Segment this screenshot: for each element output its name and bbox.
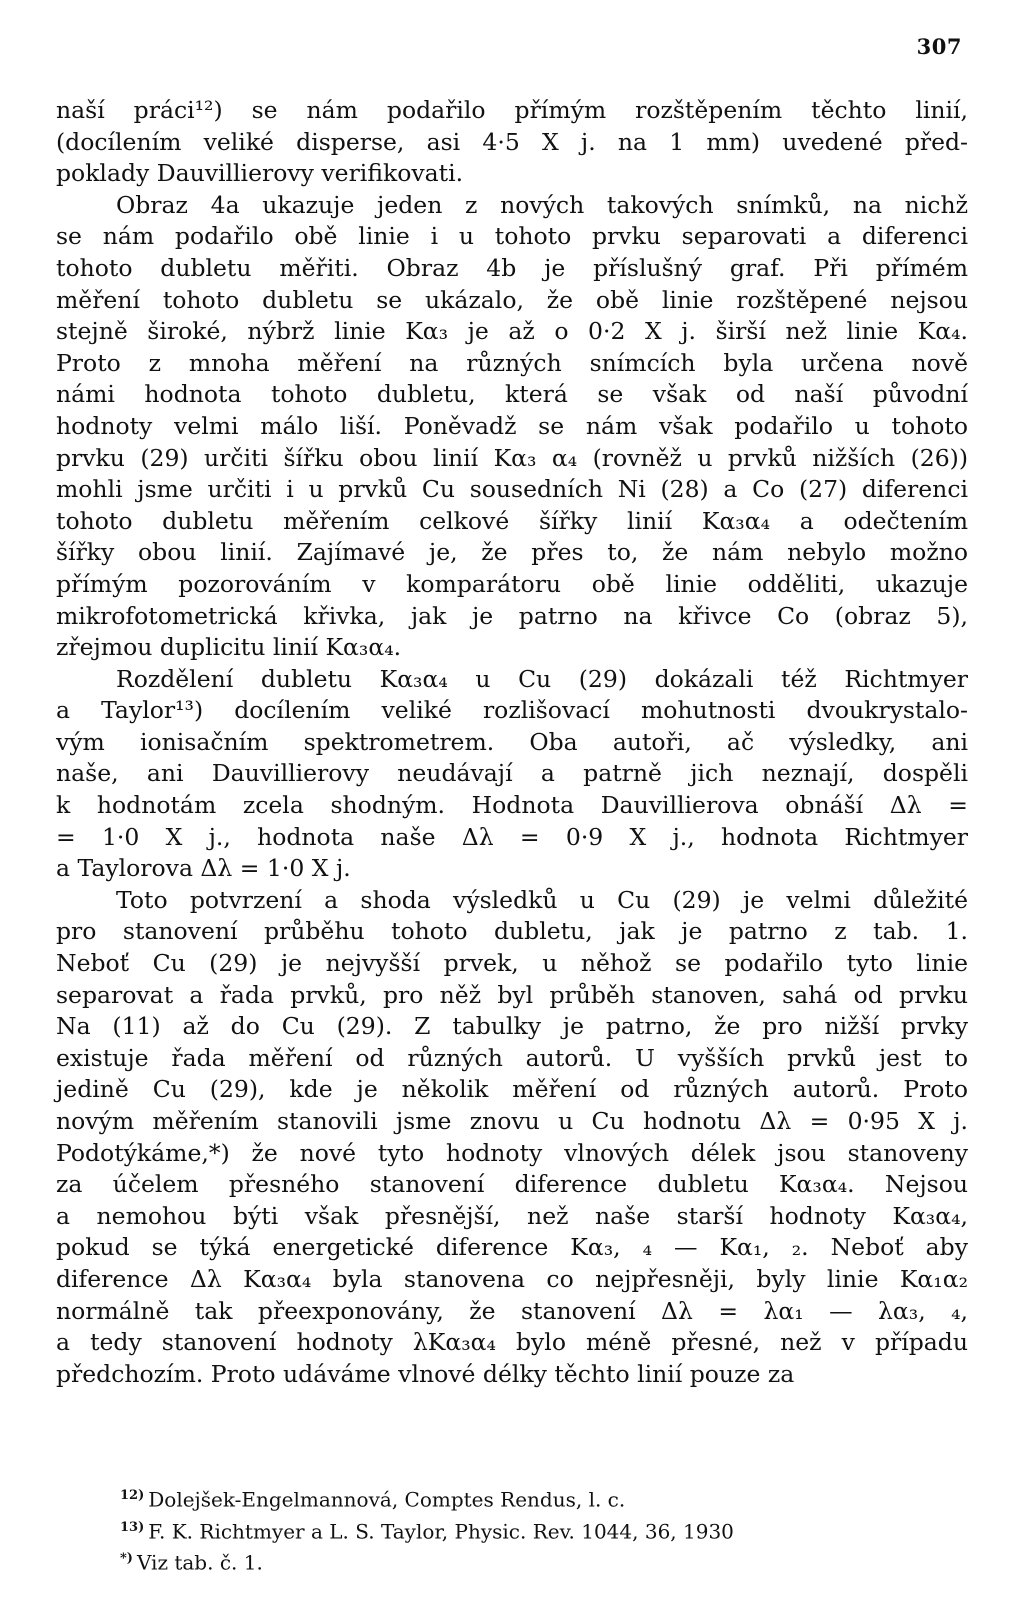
text-line: naše, ani Dauvillierovy neudávají a patrně jich neznají, dospěli	[56, 759, 968, 788]
footnote	[120, 1514, 980, 1546]
footnote-mark: 13)	[120, 1519, 145, 1535]
text-line: existuje řada měření od různých autorů. U vyšších prvků jest to	[56, 1043, 968, 1072]
text-line: jedině Cu (29), kde je několik měření od různých autorů. Proto	[56, 1075, 968, 1104]
text-line: Podotýkáme,*) že nové tyto hodnoty vlnových délek jsou stanoveny	[56, 1138, 968, 1167]
text-line: zřejmou duplicitu linií Kα₃α₄.	[56, 633, 402, 662]
text-line: = 1·0 X j., hodnota naše Δλ = 0·9 X j., hodnota Richtmyer	[56, 822, 968, 851]
text-line: diference Δλ Kα₃α₄ byla stanovena co nejpřesněji, byly linie Kα₁α₂	[56, 1264, 968, 1293]
footnotes	[120, 1482, 980, 1577]
paragraph	[56, 885, 968, 1391]
footnote-mark: 12)	[120, 1488, 145, 1503]
text-line: Toto potvrzení a shoda výsledků u Cu (29) je velmi důležité	[116, 885, 968, 914]
text-line: předchozím. Proto udáváme vlnové délky těchto linií pouze za	[56, 1359, 795, 1388]
footnote-text: Viz tab. č. 1.	[136, 1550, 263, 1575]
text-line: Na (11) až do Cu (29). Z tabulky je patrno, že pro nižší prvky	[56, 1012, 968, 1041]
footnote	[120, 1482, 980, 1514]
footnote-text: F. K. Richtmyer a L. S. Taylor, Physic. Rev. 1044, 36, 1930	[148, 1519, 734, 1544]
footnote-text: Dolejšek-Engelmannová, Comptes Rendus, l. c.	[148, 1487, 626, 1512]
text-line: stejně široké, nýbrž linie Kα₃ je až o 0·2 X j. širší než linie Kα₄.	[56, 317, 968, 346]
text-line: novým měřením stanovili jsme znovu u Cu hodnotu Δλ = 0·95 X j.	[56, 1107, 968, 1135]
page-number: 307	[916, 34, 962, 59]
text-line: k hodnotám zcela shodným. Hodnota Dauvillierova obnáší Δλ =	[56, 791, 968, 820]
text-line: se nám podařilo obě linie i u tohoto prvku separovati a diferenci	[56, 222, 968, 251]
text-line: poklady Dauvillierovy verifikovati.	[56, 159, 464, 188]
body-text	[56, 95, 968, 1390]
text-line: přímým pozorováním v komparátoru obě linie odděliti, ukazuje	[56, 569, 968, 598]
text-line: tohoto dubletu měřením celkové šířky linií Kα₃α₄ a odečtením	[56, 506, 968, 535]
text-line: za účelem přesného stanovení diference dubletu Kα₃α₄. Nejsou	[56, 1170, 968, 1199]
text-line: pokud se týká energetické diference Kα₃, ₄ — Kα₁, ₂. Neboť aby	[56, 1233, 968, 1262]
paragraph	[56, 95, 968, 190]
text-line: vým ionisačním spektrometrem. Oba autoři, ač výsledky, ani	[56, 727, 968, 756]
text-line: Neboť Cu (29) je nejvyšší prvek, u něhož se podařilo tyto linie	[56, 949, 968, 978]
text-line: separovat a řada prvků, pro něž byl průběh stanoven, sahá od prvku	[56, 980, 968, 1009]
text-line: (docílením veliké disperse, asi 4·5 X j. na 1 mm) uvedené před-	[56, 127, 968, 156]
footnote	[120, 1545, 980, 1577]
text-line: mohli jsme určiti i u prvků Cu sousedních Ni (28) a Co (27) diferenci	[56, 475, 968, 504]
text-line: mikrofotometrická křivka, jak je patrno na křivce Co (obraz 5),	[56, 601, 968, 630]
text-line: měření tohoto dubletu se ukázalo, že obě linie rozštěpené nejsou	[56, 285, 968, 314]
text-line: a Taylorova Δλ = 1·0 X j.	[56, 854, 351, 883]
text-line: a Taylor¹³) docílením veliké rozlišovací mohutnosti dvoukrystalo-	[56, 696, 968, 725]
text-line: tohoto dubletu měřiti. Obraz 4b je příslušný graf. Při přímém	[56, 253, 968, 282]
text-line: hodnoty velmi málo liší. Poněvadž se nám však podařilo u tohoto	[56, 411, 968, 440]
text-line: námi hodnota tohoto dubletu, která se však od naší původní	[56, 380, 968, 409]
text-line: a tedy stanovení hodnoty λKα₃α₄ bylo méně přesné, než v případu	[56, 1328, 968, 1357]
text-line: pro stanovení průběhu tohoto dubletu, jak je patrno z tab. 1.	[56, 917, 968, 946]
text-line: Proto z mnoha měření na různých snímcích byla určena nově	[56, 348, 968, 377]
text-line: normálně tak přeexponovány, že stanovení Δλ = λα₁ — λα₃, ₄,	[56, 1296, 968, 1325]
text-line: Rozdělení dubletu Kα₃α₄ u Cu (29) dokázali též Richtmyer	[116, 664, 968, 693]
text-line: prvku (29) určiti šířku obou linií Kα₃ α₄ (rovněž u prvků nižších (26))	[56, 443, 968, 472]
text-line: šířky obou linií. Zajímavé je, že přes to, že nám nebylo možno	[56, 538, 968, 567]
paragraph	[56, 664, 968, 885]
text-line: naší práci¹²) se nám podařilo přímým rozštěpením těchto linií,	[56, 96, 968, 124]
paragraph	[56, 190, 968, 664]
footnote-mark: *)	[120, 1551, 133, 1567]
text-line: a nemohou býti však přesnější, než naše starší hodnoty Kα₃α₄,	[56, 1201, 968, 1230]
text-line: Obraz 4a ukazuje jeden z nových takových snímků, na nichž	[116, 190, 968, 219]
